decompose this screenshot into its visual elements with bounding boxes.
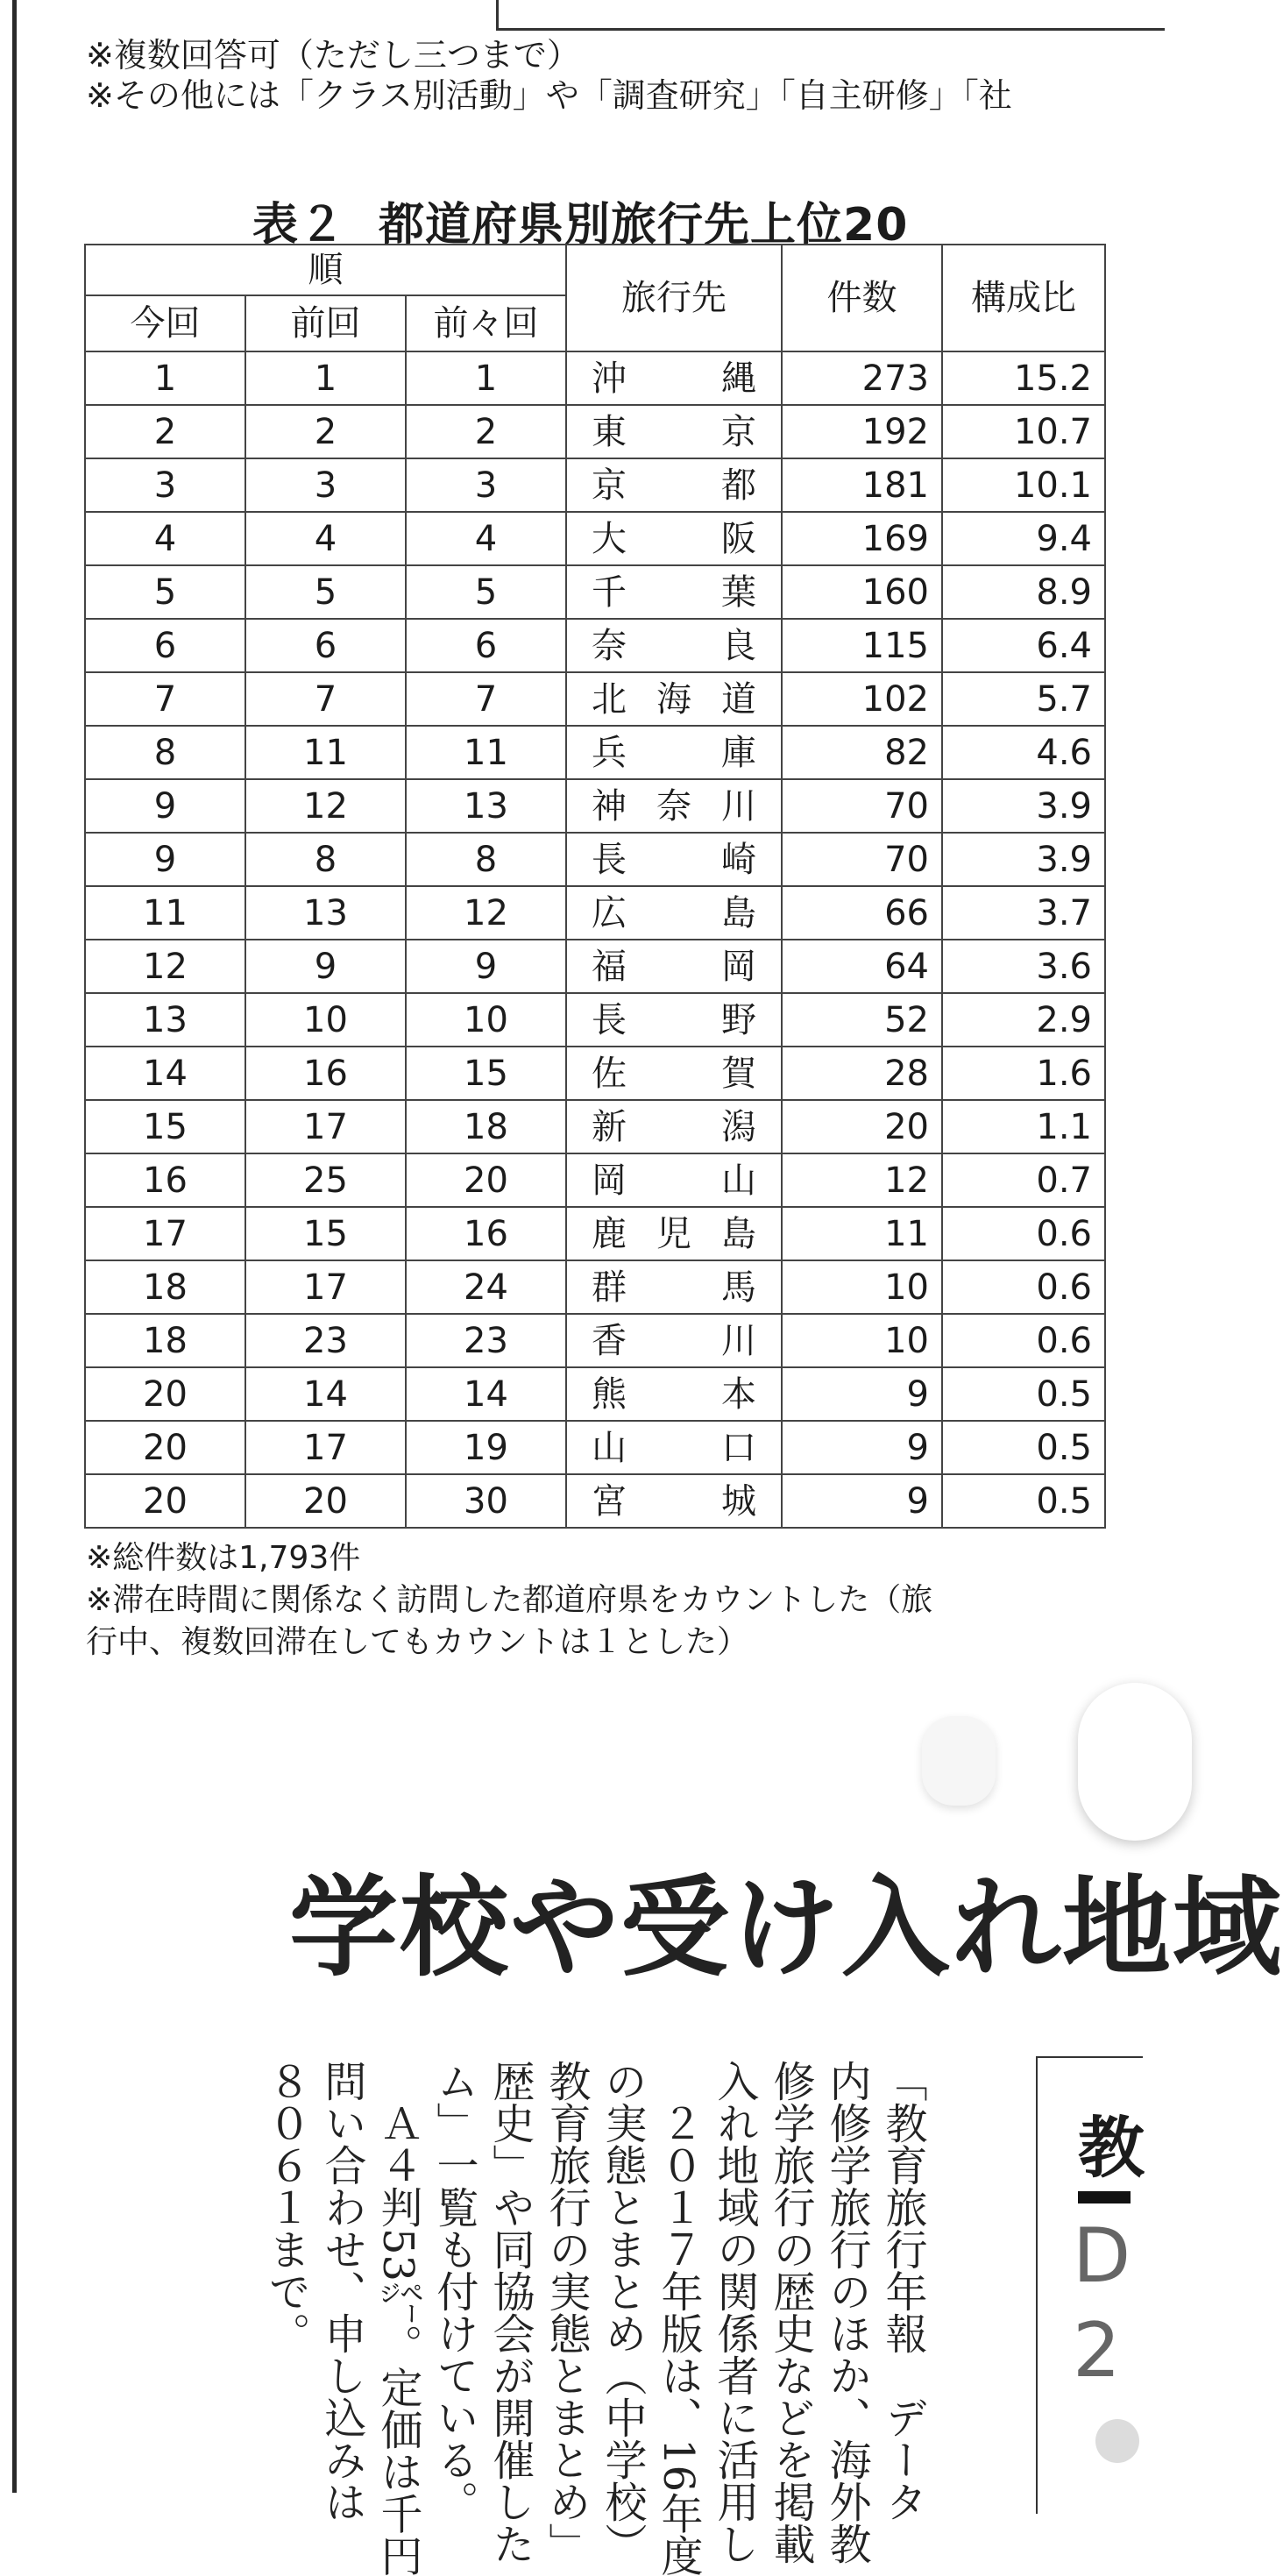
ratio-cell: 6.4: [942, 619, 1105, 672]
footnote-total: ※総件数は1,793件: [86, 1540, 361, 1576]
destination-char: 庫: [721, 732, 756, 773]
rank-previous-cell: 7: [245, 672, 406, 726]
destination-char: 兵: [592, 732, 627, 773]
destination-char: 都: [721, 465, 756, 506]
destination-cell: [566, 1100, 782, 1153]
count-cell: 28: [782, 1047, 942, 1100]
rank-previous-cell: 20: [245, 1474, 406, 1528]
count-cell: 66: [782, 886, 942, 940]
destination-cell: [566, 1421, 782, 1474]
rank-previous-cell: 17: [245, 1260, 406, 1314]
count-cell: 192: [782, 405, 942, 458]
count-cell: 181: [782, 458, 942, 512]
ratio-cell: 3.9: [942, 779, 1105, 833]
destination-name: [592, 1267, 756, 1308]
destination-name: [592, 1213, 756, 1254]
rank-current-cell: 12: [85, 940, 245, 993]
ratio-cell: 10.1: [942, 458, 1105, 512]
destination-char: 京: [721, 411, 756, 452]
table-row: [85, 1153, 1105, 1207]
destination-name: [592, 411, 756, 452]
ratio-cell: 0.7: [942, 1153, 1105, 1207]
destination-name: [592, 999, 756, 1040]
destination-cell: [566, 351, 782, 405]
rank-before-previous-cell: 24: [406, 1260, 566, 1314]
ratio-cell: 10.7: [942, 405, 1105, 458]
rank-before-previous-cell: 7: [406, 672, 566, 726]
destination-ranking-table: [84, 244, 1106, 1529]
destination-char: 葉: [721, 571, 756, 613]
rank-previous-cell: 13: [245, 886, 406, 940]
destination-cell: [566, 726, 782, 779]
ratio-cell: 2.9: [942, 993, 1105, 1047]
article-body: [258, 2060, 931, 2576]
count-cell: 11: [782, 1207, 942, 1260]
ratio-cell: 5.7: [942, 672, 1105, 726]
rank-previous-cell: 16: [245, 1047, 406, 1100]
destination-char: 阪: [721, 518, 756, 559]
table-row: [85, 726, 1105, 779]
sidebar-digit: 2: [1073, 2307, 1121, 2395]
table-row: [85, 1314, 1105, 1367]
table-number: 表２: [252, 199, 346, 252]
rank-before-previous-cell: 4: [406, 512, 566, 565]
rank-previous-cell: 12: [245, 779, 406, 833]
destination-name: [592, 1320, 756, 1361]
destination-char: 島: [721, 892, 756, 933]
destination-char: 新: [592, 1106, 627, 1147]
ratio-cell: 0.5: [942, 1367, 1105, 1421]
destination-cell: [566, 1314, 782, 1367]
destination-cell: [566, 1474, 782, 1528]
ratio-cell: 9.4: [942, 512, 1105, 565]
ratio-cell: 1.6: [942, 1047, 1105, 1100]
destination-name: [592, 1480, 756, 1522]
table-row: [85, 1260, 1105, 1314]
rank-before-previous-cell: 14: [406, 1367, 566, 1421]
sidebar-letter: D: [1073, 2212, 1131, 2300]
rank-previous-cell: 5: [245, 565, 406, 619]
destination-char: 東: [592, 411, 627, 452]
count-cell: 82: [782, 726, 942, 779]
count-cell: 12: [782, 1153, 942, 1207]
article-column: 内修学旅行のほか、海外教: [822, 2060, 871, 2565]
ratio-cell: 0.5: [942, 1474, 1105, 1528]
rank-previous-cell: 1: [245, 351, 406, 405]
rank-before-previous-cell: 16: [406, 1207, 566, 1260]
destination-char: 岡: [592, 1160, 627, 1201]
destination-cell: [566, 1207, 782, 1260]
rank-current-cell: 7: [85, 672, 245, 726]
table-row: [85, 833, 1105, 886]
count-cell: 9: [782, 1421, 942, 1474]
destination-char: 良: [721, 625, 756, 666]
table-row: [85, 565, 1105, 619]
destination-cell: [566, 619, 782, 672]
article-column: 問い合わせ、申し込みは: [317, 2060, 366, 2523]
destination-char: 潟: [721, 1106, 756, 1147]
destination-name: [592, 1106, 756, 1147]
table-row: [85, 940, 1105, 993]
destination-char: 山: [721, 1160, 756, 1201]
count-cell: 10: [782, 1260, 942, 1314]
article-column: ８０６１まで。: [261, 2060, 310, 2354]
destination-char: 京: [592, 465, 627, 506]
destination-cell: [566, 1153, 782, 1207]
destination-cell: [566, 405, 782, 458]
count-cell: 9: [782, 1367, 942, 1421]
destination-char: 島: [721, 1213, 756, 1254]
destination-char: 縄: [721, 358, 756, 399]
adjacent-article-box: [496, 0, 1165, 31]
destination-name: [592, 571, 756, 613]
destination-char: 奈: [592, 625, 627, 666]
rank-current-cell: 14: [85, 1047, 245, 1100]
destination-cell: [566, 993, 782, 1047]
destination-char: 大: [592, 518, 627, 559]
left-column-rule: [12, 0, 17, 2493]
destination-cell: [566, 779, 782, 833]
article-column: 修学旅行の歴史などを掲載: [766, 2060, 815, 2565]
ratio-cell: 0.6: [942, 1207, 1105, 1260]
destination-char: 長: [592, 999, 627, 1040]
count-cell: 9: [782, 1474, 942, 1528]
article-column: Ａ４判53㌻。定価は千円: [373, 2060, 422, 2576]
ratio-cell: 3.6: [942, 940, 1105, 993]
note-multiple-answers: ※複数回答可（ただし三つまで）: [86, 36, 580, 75]
destination-char: 広: [592, 892, 627, 933]
destination-char: 本: [721, 1373, 756, 1415]
rank-current-cell: 20: [85, 1367, 245, 1421]
table-row: [85, 458, 1105, 512]
table-row: [85, 1047, 1105, 1100]
rank-current-cell: 8: [85, 726, 245, 779]
ratio-cell: 0.6: [942, 1260, 1105, 1314]
destination-name: [592, 785, 756, 827]
destination-char: 野: [721, 999, 756, 1040]
destination-cell: [566, 458, 782, 512]
article-column: 「教育旅行年報 データ: [878, 2060, 927, 2523]
header-ratio: 構成比: [942, 245, 1105, 351]
rank-previous-cell: 17: [245, 1100, 406, 1153]
destination-char: 香: [592, 1320, 627, 1361]
destination-name: [592, 1427, 756, 1468]
rank-current-cell: 20: [85, 1421, 245, 1474]
destination-char: 北: [592, 678, 627, 720]
destination-cell: [566, 512, 782, 565]
sidebar-image-fragment: [1095, 2419, 1139, 2463]
destination-char: 賀: [721, 1053, 756, 1094]
destination-name: [592, 732, 756, 773]
table-header-row: [85, 245, 1105, 295]
ratio-cell: 15.2: [942, 351, 1105, 405]
rank-before-previous-cell: 12: [406, 886, 566, 940]
destination-char: 奈: [656, 785, 691, 827]
ratio-cell: 4.6: [942, 726, 1105, 779]
rank-current-cell: 9: [85, 833, 245, 886]
rank-current-cell: 18: [85, 1314, 245, 1367]
destination-char: 崎: [721, 839, 756, 880]
table-row: [85, 672, 1105, 726]
rank-before-previous-cell: 13: [406, 779, 566, 833]
destination-char: 城: [721, 1480, 756, 1522]
count-cell: 169: [782, 512, 942, 565]
count-cell: 20: [782, 1100, 942, 1153]
destination-char: 佐: [592, 1053, 627, 1094]
rank-before-previous-cell: 9: [406, 940, 566, 993]
header-count: 件数: [782, 245, 942, 351]
destination-name: [592, 358, 756, 399]
destination-char: 千: [592, 571, 627, 613]
count-cell: 115: [782, 619, 942, 672]
ratio-cell: 3.7: [942, 886, 1105, 940]
table-row: [85, 1207, 1105, 1260]
destination-name: [592, 892, 756, 933]
ratio-cell: 8.9: [942, 565, 1105, 619]
article-column: ２０１７年版は、16年度: [654, 2060, 703, 2576]
rank-previous-cell: 25: [245, 1153, 406, 1207]
rank-previous-cell: 3: [245, 458, 406, 512]
destination-char: 児: [656, 1213, 691, 1254]
rank-before-previous-cell: 1: [406, 351, 566, 405]
table-row: [85, 1421, 1105, 1474]
rank-before-previous-cell: 2: [406, 405, 566, 458]
destination-char: 道: [721, 678, 756, 720]
rank-previous-cell: 8: [245, 833, 406, 886]
table-row: [85, 886, 1105, 940]
destination-cell: [566, 833, 782, 886]
rank-current-cell: 2: [85, 405, 245, 458]
destination-cell: [566, 1260, 782, 1314]
table-body: [85, 351, 1105, 1528]
destination-char: 長: [592, 839, 627, 880]
count-cell: 10: [782, 1314, 942, 1367]
destination-name: [592, 1160, 756, 1201]
destination-cell: [566, 672, 782, 726]
rank-previous-cell: 2: [245, 405, 406, 458]
destination-name: [592, 1373, 756, 1415]
header-before-previous: 前々回: [406, 295, 566, 351]
rank-current-cell: 17: [85, 1207, 245, 1260]
page-curl-shadow: [922, 1716, 996, 1806]
sidebar-heading-char: 教: [1078, 2109, 1145, 2187]
ratio-cell: 1.1: [942, 1100, 1105, 1153]
rank-before-previous-cell: 5: [406, 565, 566, 619]
ratio-cell: 0.5: [942, 1421, 1105, 1474]
sidebar-bar: [1078, 2191, 1131, 2203]
destination-char: 馬: [721, 1267, 756, 1308]
rank-previous-cell: 6: [245, 619, 406, 672]
rank-current-cell: 18: [85, 1260, 245, 1314]
rank-current-cell: 6: [85, 619, 245, 672]
page-turn-handle[interactable]: [1078, 1683, 1192, 1841]
count-cell: 64: [782, 940, 942, 993]
rank-current-cell: 4: [85, 512, 245, 565]
header-current: 今回: [85, 295, 245, 351]
rank-previous-cell: 4: [245, 512, 406, 565]
rank-previous-cell: 23: [245, 1314, 406, 1367]
rank-before-previous-cell: 10: [406, 993, 566, 1047]
count-cell: 102: [782, 672, 942, 726]
rank-previous-cell: 10: [245, 993, 406, 1047]
footnote-counting-rule: ※滞在時間に関係なく訪問した都道府県をカウントした（旅: [86, 1582, 933, 1618]
note-other-category: ※その他には「クラス別活動」や「調査研究」「自主研修」「社: [86, 76, 1012, 115]
destination-name: [592, 946, 756, 987]
header-destination: 旅行先: [566, 245, 782, 351]
article-headline: 学校や受け入れ地域: [289, 1864, 1283, 1991]
article-column: の実態とまとめ（中学校）: [598, 2060, 647, 2565]
destination-char: 宮: [592, 1480, 627, 1522]
rank-before-previous-cell: 6: [406, 619, 566, 672]
rank-before-previous-cell: 18: [406, 1100, 566, 1153]
rank-before-previous-cell: 11: [406, 726, 566, 779]
rank-previous-cell: 11: [245, 726, 406, 779]
destination-name: [592, 839, 756, 880]
count-cell: 160: [782, 565, 942, 619]
table-title-text: 都道府県別旅行先上位20: [379, 199, 909, 252]
rank-previous-cell: 9: [245, 940, 406, 993]
table-row: [85, 351, 1105, 405]
destination-char: 川: [721, 1320, 756, 1361]
destination-cell: [566, 565, 782, 619]
destination-name: [592, 625, 756, 666]
destination-name: [592, 465, 756, 506]
table-row: [85, 1474, 1105, 1528]
rank-before-previous-cell: 3: [406, 458, 566, 512]
destination-char: 岡: [721, 946, 756, 987]
rank-before-previous-cell: 8: [406, 833, 566, 886]
rank-current-cell: 11: [85, 886, 245, 940]
rank-current-cell: 16: [85, 1153, 245, 1207]
destination-char: 鹿: [592, 1213, 627, 1254]
rank-before-previous-cell: 23: [406, 1314, 566, 1367]
destination-name: [592, 678, 756, 720]
footnote-counting-rule-cont: 行中、複数回滞在してもカウントは１とした）: [86, 1624, 749, 1660]
table-row: [85, 619, 1105, 672]
rank-current-cell: 13: [85, 993, 245, 1047]
destination-char: 群: [592, 1267, 627, 1308]
destination-char: 海: [656, 678, 691, 720]
rank-current-cell: 5: [85, 565, 245, 619]
destination-char: 口: [721, 1427, 756, 1468]
rank-current-cell: 1: [85, 351, 245, 405]
table-row: [85, 405, 1105, 458]
header-previous: 前回: [245, 295, 406, 351]
rank-current-cell: 15: [85, 1100, 245, 1153]
rank-current-cell: 20: [85, 1474, 245, 1528]
destination-cell: [566, 1047, 782, 1100]
count-cell: 52: [782, 993, 942, 1047]
article-column: 教育旅行の実態とまとめ」: [542, 2060, 591, 2565]
destination-name: [592, 1053, 756, 1094]
article-column: 歴史」や同協会が開催した: [486, 2060, 535, 2565]
destination-cell: [566, 940, 782, 993]
article-column: 入れ地域の関係者に活用し: [710, 2060, 759, 2565]
rank-current-cell: 9: [85, 779, 245, 833]
table-row: [85, 993, 1105, 1047]
rank-before-previous-cell: 15: [406, 1047, 566, 1100]
destination-char: 沖: [592, 358, 627, 399]
table-row: [85, 779, 1105, 833]
rank-previous-cell: 15: [245, 1207, 406, 1260]
rank-before-previous-cell: 20: [406, 1153, 566, 1207]
article-column: ム」一覧も付けている。: [429, 2060, 478, 2523]
rank-before-previous-cell: 19: [406, 1421, 566, 1474]
count-cell: 70: [782, 779, 942, 833]
destination-cell: [566, 1367, 782, 1421]
destination-char: 福: [592, 946, 627, 987]
rank-current-cell: 3: [85, 458, 245, 512]
rank-previous-cell: 14: [245, 1367, 406, 1421]
count-cell: 273: [782, 351, 942, 405]
header-rank: 順: [85, 245, 566, 295]
rank-previous-cell: 17: [245, 1421, 406, 1474]
destination-char: 山: [592, 1427, 627, 1468]
rank-before-previous-cell: 30: [406, 1474, 566, 1528]
destination-char: 川: [721, 785, 756, 827]
destination-char: 神: [592, 785, 627, 827]
destination-name: [592, 518, 756, 559]
table-row: [85, 1367, 1105, 1421]
destination-cell: [566, 886, 782, 940]
ratio-cell: 3.9: [942, 833, 1105, 886]
table-row: [85, 512, 1105, 565]
destination-char: 熊: [592, 1373, 627, 1415]
ratio-cell: 0.6: [942, 1314, 1105, 1367]
count-cell: 70: [782, 833, 942, 886]
table-row: [85, 1100, 1105, 1153]
